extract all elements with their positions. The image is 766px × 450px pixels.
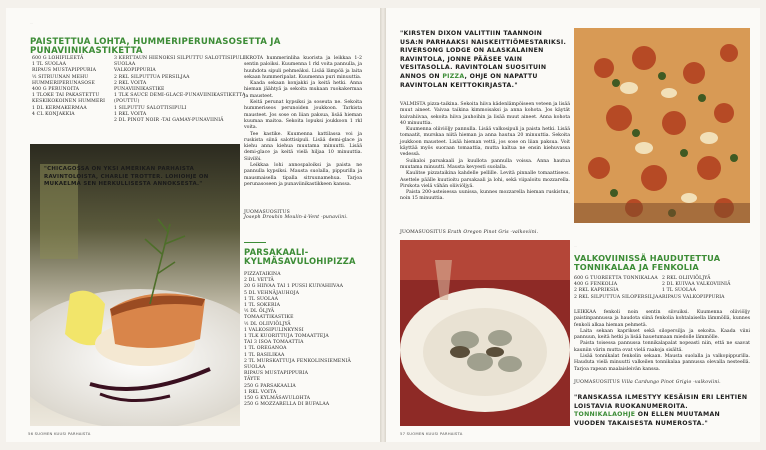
ingredient-item: TOMAATTIKASTIKE [244,315,294,321]
ingredient-item: 1 TL SUOLAA [32,62,67,68]
quote-pizza [400,30,568,90]
quote-salmon: "CHICAGOSSA ON YKSI AMERIKAN PARHAISTA RAVINTOLOISTA, CHARLIE TROTTER. LOHIOHJE ON MUKAELMA SEN HERKULLISESTA ANNOKSESTA." [44,166,209,188]
ingredient-item: 1 RKL VOITA [244,389,277,395]
ingredients-tuna-col1 [574,276,666,301]
body-paragraph: Suikaloi parsakaali ja kuullota pannulla voissa. Anna hautua muutama minuutti. Mausta kevyesti suolalla. [400,158,570,170]
body-paragraph: IKROTA hummerinliha kuorista ja leikkaa 1-2 sentin paloiksi. Kuumenna 1 rkl voita pannulla, ja huuhdota sipuli pehmeäksi. Lisää lämpöä ja laita sekaan hummeripalat. Kuumenna puri minuuttia. [244,56,362,80]
ingredient-item: 2 DL KUIVAA VALKOVIINIÄ [662,282,731,288]
body-paragraph: Kaada sekaan konjakki ja keitä hetki. Anna hieman jäähtyä ja sekoita mukaan ruokakermaa ja mausteet. [244,81,362,99]
ingredient-item: TÄYTE [244,377,261,383]
ingredient-item: RIPAUS MUSTAPIPPURIA [244,371,309,377]
right-page [386,8,760,442]
page-folio-right: 57 SUOMEN KUUSI PARHAISTA [400,431,463,436]
recipe-body-tuna [574,310,750,373]
pizza-photo [574,28,750,223]
ingredient-item: 1 TL BASILIKAA [244,352,285,358]
body-paragraph: Lisää tonnikalat fenkolin sekaan. Mausta suolalla ja valkopippurilla. Hauduta vielä minuutti valkeilen tonnikalaa pannussa olevalla nesteellä. Tarjoa rapean maalaisleivän kanssa. [574,354,750,372]
recipe-body-salmon [244,56,362,188]
left-page [6,8,380,442]
body-paragraph: Keitä perunat kypsiksi ja soseuta ne. Sekoita hummeriseos perunoiden joukkoon. Tarkista mausteet. Jos sose on liian paksua, lisää hieman kuumaa maitoa. Sekoita lopuksi joukkoon 1 rkl voita. [244,100,362,131]
ingredient-item: 1 RKL VOITA [114,111,147,117]
ingredient-item: 600 G LOHIFILEETÄ [32,56,84,61]
recipe-title-salmon: PAISTETTUA LOHTA, HUMMERIPERUNASOSETTA JA PUNAVIINIKASTIKETTA [30,37,281,57]
ingredient-item: HUMMERIPERUNASOSE [32,80,95,86]
ingredient-item: 1 DL KERMAKERMAA [32,105,87,111]
ingredient-item: 250 G MOZZARELLA DI BUFALAA [244,402,330,408]
body-paragraph: VALMISTA pizza-taikina. Sekoita hiiva kädenlämpöiseen veteen ja lisää muut aineet. Vaivaa taikina kimmoisaksi ja anna kohota. Jos käytät kuivahiivaa, sekoita hiiva jauhoihin ja lisää muut aineet. Anna kohota 40 minuuttia. [400,102,570,126]
ingredient-item: 1 TL SUOLAA [244,296,279,302]
ingredient-item: VALKOPIPPURIA [114,68,156,74]
ingredient-item: ½ SITRUUNAN MEHU [32,74,89,80]
wine-credit-salmon [244,210,364,220]
ingredient-item: 1 SILPUTTU SALOTTISIPULI [114,105,187,111]
ingredient-item: 2 RKL SILPUTTUA PERSILJAA [114,74,190,80]
ingredient-item: 2 DL VETTÄ [244,278,275,284]
ingredient-item: 250 G PARSAKAALIA [244,383,296,389]
ingredient-item: 2 RKL KAPRIKSIA [574,288,619,294]
ingredient-item: 400 G PERUNOITA [32,87,80,93]
ingredient-item: 2 TL MURSKATTUJA FENKOLINSIEMENIÄ [244,358,352,364]
page-folio-left: 56 SUOMEN KUUSI PARHAISTA [28,431,91,436]
wine-credit-tuna [574,380,750,385]
credit-wine: Villa Cardungo Pinot Grigio -valkoviini. [621,380,721,385]
ingredient-item: 1 TL SUOLAA [662,288,697,294]
ingredient-item: 150 G KYLMÄSAVULOHTA [244,396,311,402]
credit-label: JUOMASUOSITUS [244,210,290,215]
ingredient-item: RIPAUS VALKOPIPPURIA [662,294,725,300]
ingredients-salmon-col2 [114,56,244,124]
ingredient-item: 4 CL KONJAKKIA [32,111,75,117]
body-paragraph: Laita sekaan kaprikset sekä silopersilja ja sekoita. Kaada viini pannuun, keitä hetki ja lisää hauetumaan miedolle lämmölle. [574,328,750,341]
page-kicker: ··· [30,21,34,25]
ingredients-pizza [244,272,368,408]
ingredient-item: SUOLAA [114,62,136,68]
ingredient-item: SUOLAA [244,365,266,371]
ingredient-item: 2 RKL OLIIVIÖLJYÄ [662,276,711,281]
ingredient-item: 1 TLK SAUCE DEMI-GLACE-PUNAVIINIKASTIKETTA [114,93,246,99]
ingredient-item: 400 G FENKOLIA [574,282,618,288]
body-paragraph: Kaulitse pizzataikina kahdelle pellille. Levitä pinnalle tomaattiseos. Asettele päälle kuutioitu parsakaali ja lohi, sekä viipaloitu mozzarella. Pirskota vielä vähän oliiviöljyä. [400,171,570,189]
quote-tuna-text: "RANSKASSA ILMESTYY KESÄISIN ERI LEHTIEN LOISTAVIA RUOKANUMEROITA. [574,394,748,410]
body-paragraph: Paista toisessa pannussa tonnikalapalat nopeasti niin, että ne saavat kauniin värin mutta ovat vielä raakoja sisältä. [574,341,750,353]
quote-tuna-highlight: TONNIKALAOHJE [574,411,636,419]
ingredient-item: RIPAUS MUSTAPIPPURIA [32,68,97,74]
ingredient-item: 20 G HIIVAA TAI 1 PUSSI KUIVAHIIVAA [244,284,344,290]
quote-pizza-highlight: PIZZA [442,72,465,80]
ingredient-item: 1 TLOKE TAI PAKASTETTU [32,93,100,99]
recipe-title-tuna: VALKOVIINISSÄ HAUDUTETTUA TONNIKALAA JA FENKOLIA [574,253,721,272]
wine-credit-pizza [400,230,570,235]
recipe-body-pizza [400,102,570,203]
ingredient-item: 5 DL VEHNÄJAUHOJA [244,290,300,296]
ingredients-tuna-col2 [662,276,754,301]
credit-label: JUOMASUOSITUS [400,230,446,235]
ingredients-salmon-col1 [32,56,116,118]
body-paragraph: Tee kastike. Kuumenna kattilassa voi ja ruskista siinä salottisipuli. Lisää demi-glace ja kiehu anna kiehua muutama minuutti. Lisää demi-glace ja keitä vielä hiljaa 10 minuuttia. Siivilöi. [244,131,362,162]
quote-tuna-end: ON ELLEN MUUTAMAN VUODEN TAKAISESTA NUMEROSTA." [574,411,721,427]
ingredient-item: 2 DL PINOT NOIR -TAI GAMAY-PUNAVIINIÄ [114,118,224,124]
ingredient-item: 2 RKL SILPUTTUA SILOPERSILJAA [574,294,662,300]
ingredient-item: PUNAVIINIKASTIKE [114,87,165,93]
credit-wine: Erath Oregon Pinot Gris -valkoviini. [447,230,539,235]
ingredient-item: 1 TLK KUORITTUJA TOMAATTEJA [244,334,329,340]
credit-wine: Joseph Drouhin Moulin-à-Vent -punaviini. [244,215,348,220]
credit-label: JUOMASUOSITUS [574,380,620,385]
quote-tuna [574,394,750,428]
ingredient-item: 1 VALKOSIPULINKYNSI [244,327,304,333]
quote-pizza-end: , OHJE ON NAPATTU RAVINTOLAN KEITTOKIRJASTA." [400,72,538,89]
body-paragraph: Kuumenna oliiviöljy pannulla. Lisää valkosipuli ja paista hetki. Lisää tomaatit, murskaa niitä hieman ja anna hautua 20 minuuttia. Sekoita joukkoon mausteet. Lisää hieman vettä, jos sose on liian paksua. Voit käyttää myös suoraan tomaattia, mutta kaltua ne ensin kiehuvassa vedessä. [400,127,570,158]
ingredient-item: ½ DL ÖLJYÄ [244,309,275,315]
ingredient-item: 1 TL OREGANOA [244,346,287,352]
ingredient-item: (POUTTU) [114,99,140,105]
recipe-title-pizza: PARSAKAALI-KYLMÄSAVULOHIPIZZA [244,247,356,266]
ingredient-item: 3 KERTTAUN HIENOKSI SILPUTTU SALOTTISIPULI [114,56,245,61]
ingredient-item: 2 RKL VOITA [114,80,147,86]
ingredient-item: ½ DL OLIIVIÖLJYÄ [244,321,291,327]
ingredient-item: TAI 3 ISOA TOMAATTIA [244,340,304,346]
body-paragraph: Leikkaa lohi annospaloiksi ja paista ne pannulla kypsiksi. Mausta suolalla, pippurilla ja mausmaisella tipalla sitruunamehua. Tarjoa perunasoseen ja punaviinikastikkeen kanssa. [244,163,362,187]
body-paragraph: Paista 200-asteisessa uunissa, kunnes mozzarella hieman ruskistuu, noin 15 minuuttia. [400,190,570,202]
quote-pizza-text: "KIRSTEN DIXON VALITTIIN TAANNOIN USA:N PARHAAKSI NAISKEITTIÖMESTARIKSI. RIVERSONG LODGE ON ALASKALAINEN RAVINTOLA, JONNE PÄÄSEE VAIN VESITASOLLA. RAVINTOLAN SUOSITUIN ANNOS ON [400,30,567,80]
ingredient-item: 1 TL SOKERIA [244,303,281,309]
page-kicker-right: ··· [574,244,578,248]
section-divider [244,242,266,243]
ingredient-item: PIZZATAIKINA [244,272,281,277]
tuna-fennel-photo [400,240,570,426]
ingredient-item: KESKIKOKOINEN HUMMERI [32,99,106,105]
ingredient-item: 600 G TUOREETTA TONNIKALAA [574,276,658,281]
body-paragraph: LEIKKAA fenkoli noin sentin siivuiksi. Kuumenna oliiviöljy paistinpannussa ja haudota siinä fenkolia kohtalaisella lämmöllä, kunnes fenkoli alkaa hieman pehmetä. [574,310,750,328]
